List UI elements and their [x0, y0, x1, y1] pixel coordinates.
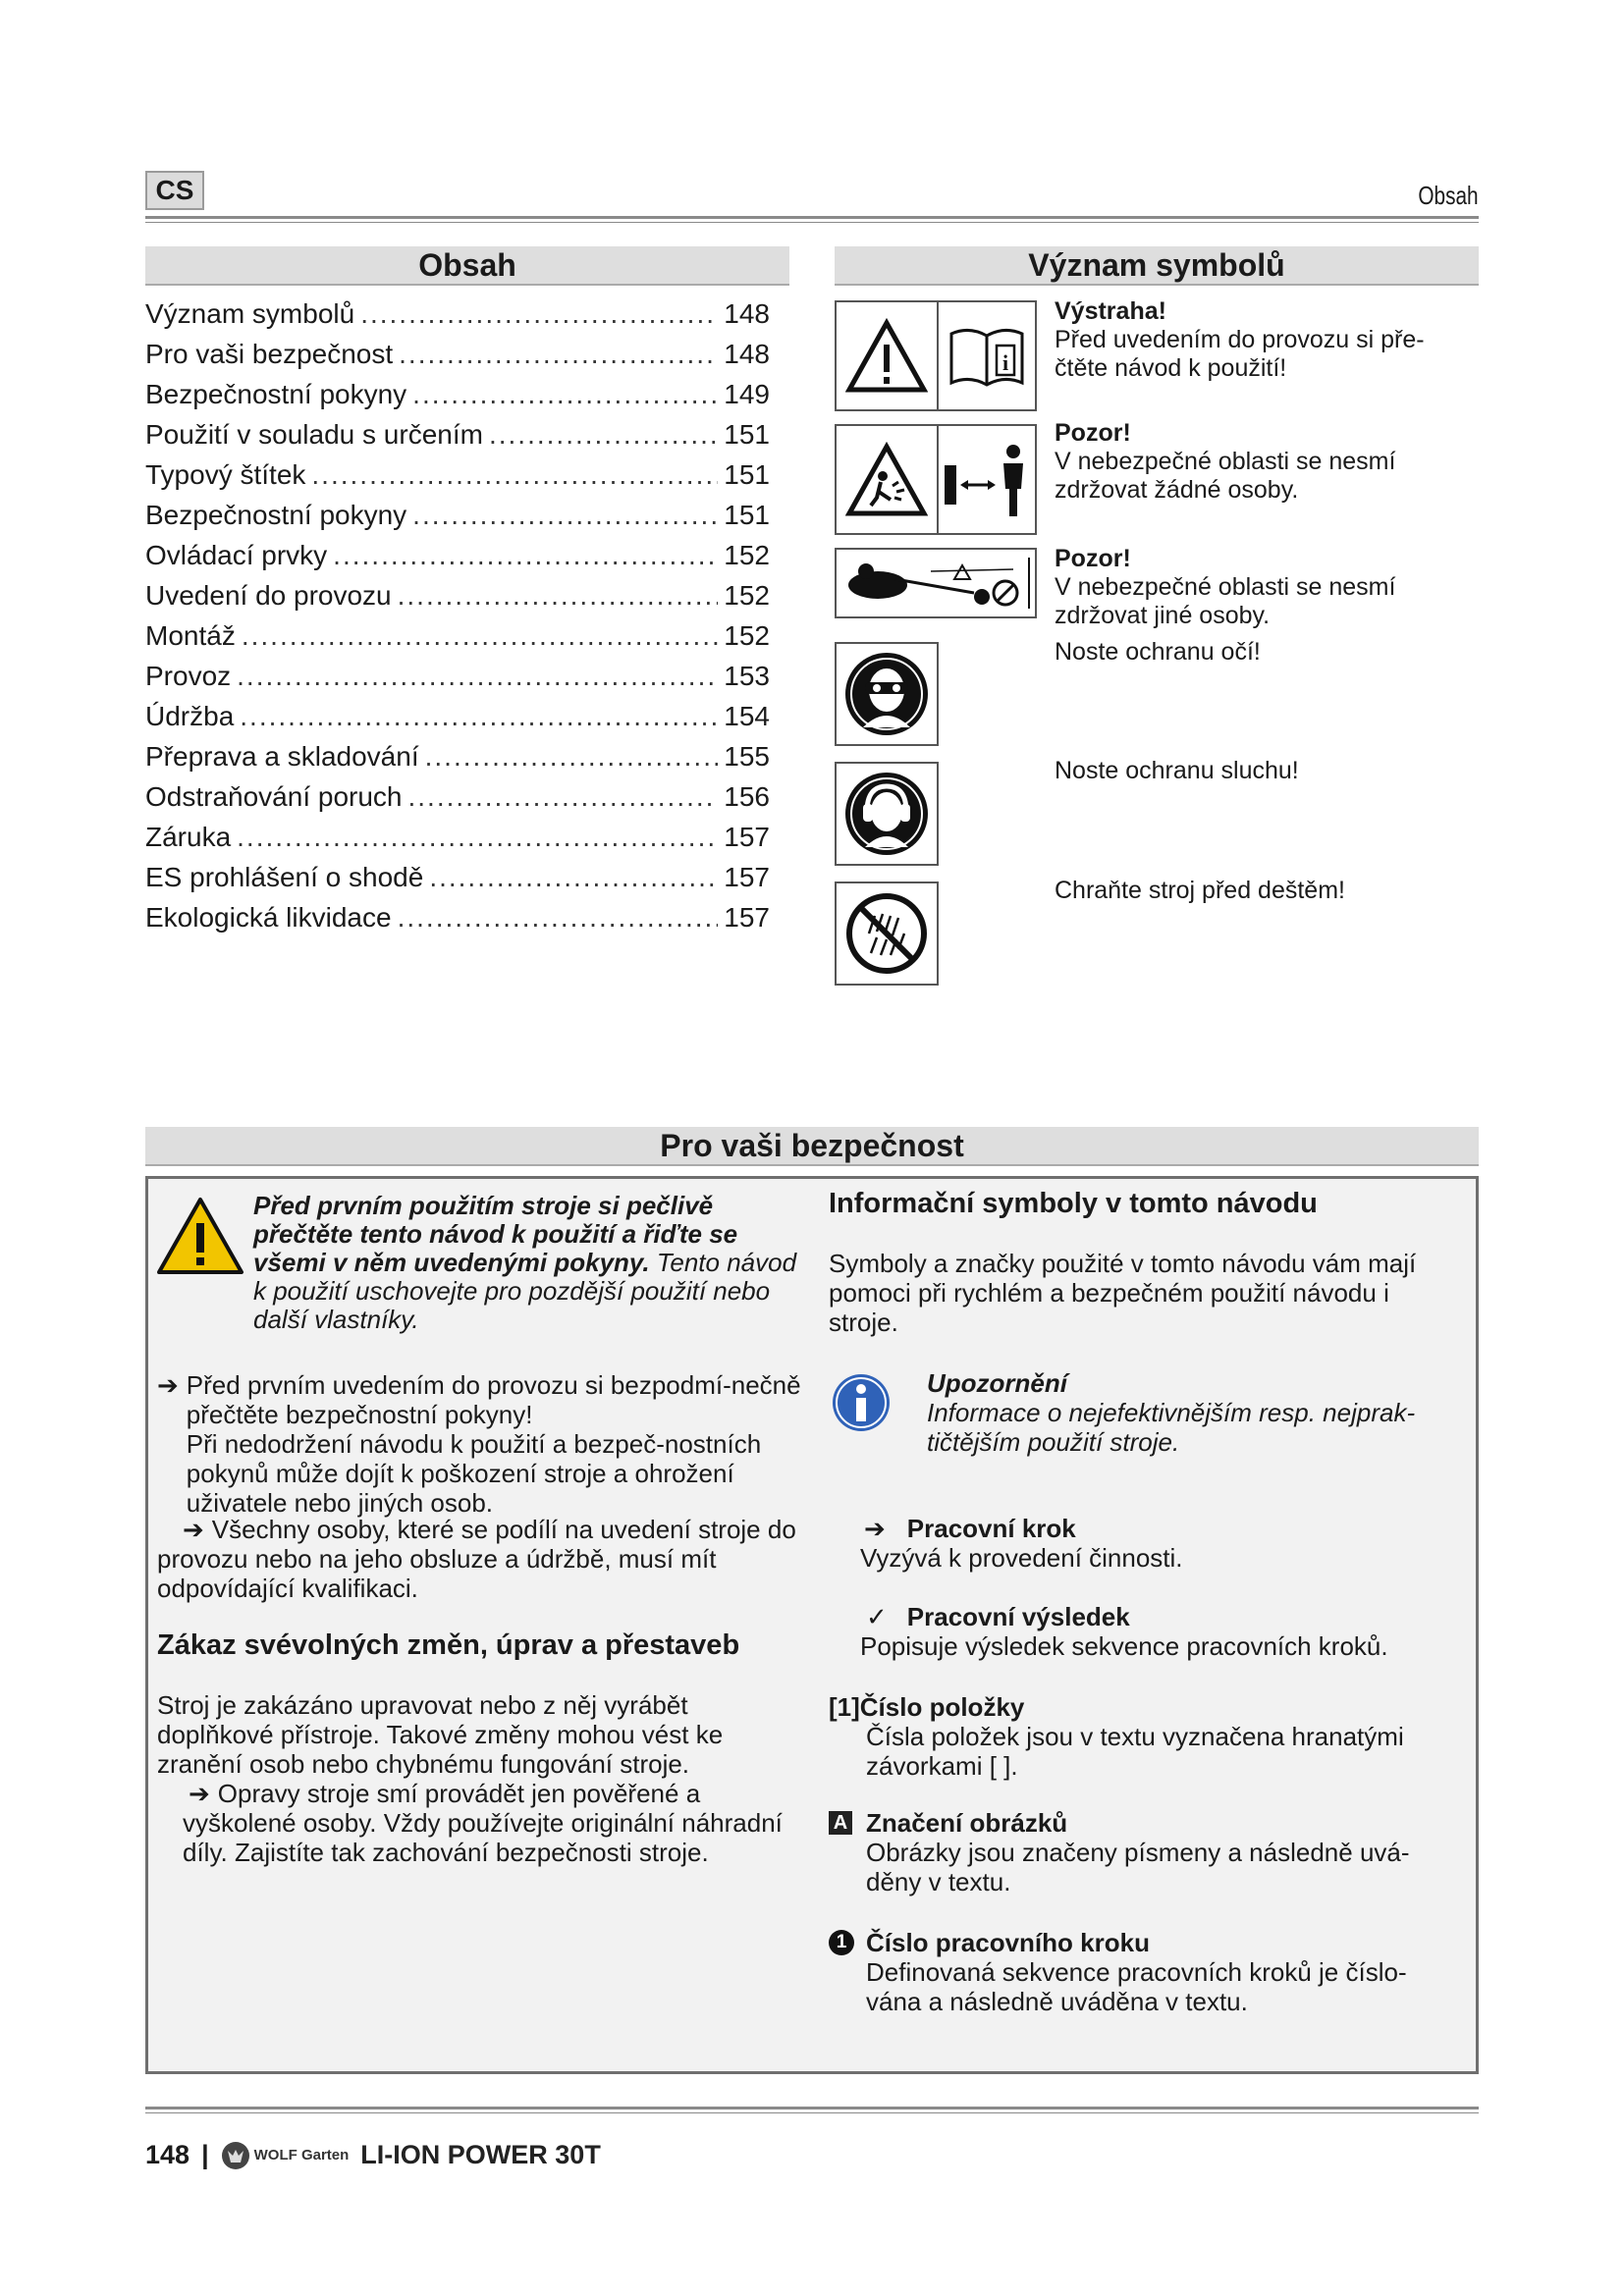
wolf-logo-icon: [221, 2141, 250, 2170]
symbol-danger-zone: [835, 424, 1037, 535]
toc-item-page: 157: [724, 822, 770, 852]
toc-item-label: Význam symbolů: [145, 298, 355, 329]
toc-item-label: Odstraňování poruch: [145, 781, 403, 812]
step-heading: Pracovní krok: [906, 1514, 1076, 1543]
safety-intro: [253, 1192, 803, 1334]
toc-leader-dots: [425, 741, 719, 773]
header-rule: [145, 216, 1479, 219]
toc-item-page: 149: [724, 379, 770, 409]
toc-item[interactable]: [145, 419, 770, 459]
info-text: Symboly a značky použité v tomto návodu vám mají pomoci při rychlém a bezpečném použití návodu i stroje.: [829, 1249, 1417, 1337]
page-number: 148: [145, 2140, 190, 2169]
brand-name: WOLF Garten: [253, 2147, 350, 2163]
manual-book-icon: [946, 322, 1028, 391]
stepnum-heading: Číslo pracovního kroku: [866, 1928, 1150, 1957]
toc-title: Obsah: [145, 246, 789, 286]
product-name: LI-ION POWER 30T: [360, 2140, 601, 2169]
safety-bullet-1a: Před prvním uvedením do provozu si bezpodmí-nečně přečtěte bezpečnostní pokyny!: [186, 1370, 801, 1429]
symbol-eye-protection: [835, 642, 939, 746]
symbols-title: Význam symbolů: [835, 246, 1479, 286]
toc-item[interactable]: [145, 500, 770, 540]
toc-leader-dots: [311, 459, 718, 491]
toc-item-page: 151: [724, 500, 770, 530]
toc-item[interactable]: [145, 298, 770, 339]
toc-item-label: ES prohlášení o shodě: [145, 862, 424, 892]
footer-rule: [145, 2107, 1479, 2109]
symbol-5-text: [1055, 757, 1467, 785]
symbol-2-text: [1055, 419, 1467, 505]
toc-item-page: 156: [724, 781, 770, 812]
figure-text: Obrázky jsou značeny písmeny a následně uvá-děny v textu.: [866, 1838, 1410, 1896]
toc-leader-dots: [398, 580, 719, 612]
symbol-trimmer-distance: [835, 548, 1037, 618]
keep-distance-icon: [939, 436, 1035, 524]
toc-item-page: 152: [724, 620, 770, 651]
toc-item-label: Záruka: [145, 822, 232, 852]
item-number-block: [829, 1692, 1457, 1781]
language-badge: CS: [145, 171, 204, 210]
toc-item-label: Bezpečnostní pokyny: [145, 379, 407, 409]
toc-item-page: 151: [724, 419, 770, 450]
result-heading: Pracovní výsledek: [906, 1602, 1130, 1631]
arrow-icon: ➔: [157, 1370, 179, 1400]
item-marker: [1]: [829, 1692, 860, 1722]
toc-leader-dots: [237, 661, 718, 692]
step-number-marker: 1: [829, 1930, 854, 1955]
toc-item-page: 157: [724, 862, 770, 892]
toc-item[interactable]: [145, 741, 770, 781]
toc-item[interactable]: [145, 822, 770, 862]
symbol-3-text: [1055, 545, 1467, 630]
symbol-1-desc: Před uvedením do provozu si pře-čtěte návod k použití!: [1055, 326, 1425, 382]
toc-item-label: Přeprava a skladování: [145, 741, 419, 772]
toc-leader-dots: [489, 419, 718, 451]
toc-item-label: Údržba: [145, 701, 235, 731]
toc-item[interactable]: [145, 862, 770, 902]
ban-text: Stroj je zakázáno upravovat nebo z něj vyrábět doplňkové přístroje. Takové změny mohou vést ke zranění osob nebo chybnému fungování stroje.: [157, 1690, 724, 1779]
warning-triangle-icon: [155, 1196, 245, 1276]
toc-item-page: 153: [724, 661, 770, 691]
toc-leader-dots: [408, 781, 719, 813]
symbol-rain-protection: [835, 881, 939, 986]
header-title: Obsah: [1418, 181, 1479, 210]
trimmer-distance-icon: [837, 550, 1035, 616]
symbol-warning-manual: [835, 300, 1037, 411]
safety-intro-rest: Tento návod k použití uschovejte pro pozdější použití nebo další vlastníky.: [253, 1248, 797, 1334]
symbol-4-text: [1055, 638, 1467, 667]
symbol-5-desc: Noste ochranu sluchu!: [1055, 757, 1299, 784]
toc-item-label: Typový štítek: [145, 459, 306, 490]
step-block: [860, 1514, 1449, 1573]
figure-block: [829, 1808, 1457, 1896]
item-heading: Číslo položky: [859, 1692, 1025, 1722]
warning-triangle-icon: [845, 317, 928, 396]
header-rule-thin: [145, 222, 1479, 223]
checkmark-icon: ✓: [866, 1602, 888, 1631]
thrown-objects-warning-icon: [845, 441, 928, 519]
stepnum-text: Definovaná sekvence pracovních kroků je číslo-vána a následně uváděna v textu.: [866, 1957, 1407, 2016]
brand-logo: [221, 2141, 350, 2170]
safety-bullet-1: [157, 1370, 805, 1518]
figure-marker: A: [829, 1811, 852, 1835]
no-rain-icon: [841, 888, 932, 979]
ban-heading: Zákaz svévolných změn, úprav a přestaveb: [157, 1629, 740, 1661]
info-icon: [831, 1372, 892, 1433]
ban-bullet-text: Opravy stroje smí provádět jen pověřené a vyškolené osoby. Vždy používejte originální náhradní díly. Zajistíte tak zachování bezpečnosti stroje.: [183, 1779, 783, 1867]
arrow-icon: ➔: [864, 1514, 886, 1543]
table-of-contents: [145, 298, 770, 942]
toc-item-page: 154: [724, 701, 770, 731]
figure-heading: Značení obrázků: [866, 1808, 1068, 1838]
step-number-block: [829, 1928, 1457, 2016]
toc-item[interactable]: [145, 459, 770, 500]
arrow-icon: ➔: [189, 1779, 210, 1808]
item-text: Čísla položek jsou v textu vyznačena hranatými závorkami [ ].: [866, 1722, 1404, 1781]
arrow-icon: ➔: [183, 1515, 204, 1544]
toc-leader-dots: [242, 620, 718, 652]
safety-title: Pro vaši bezpečnost: [145, 1127, 1479, 1166]
toc-item[interactable]: [145, 339, 770, 379]
footer: [145, 2140, 601, 2170]
safety-intro-bold: Před prvním použitím stroje si pečlivě přečtěte tento návod k použití a řiďte se všemi v něm uvedenými pokyny.: [253, 1191, 738, 1277]
toc-item[interactable]: [145, 781, 770, 822]
toc-item-page: 148: [724, 339, 770, 369]
note-heading: Upozornění: [927, 1368, 1067, 1398]
symbol-hearing-protection: [835, 762, 939, 866]
toc-item-label: Použití v souladu s určením: [145, 419, 483, 450]
toc-leader-dots: [333, 540, 718, 571]
info-heading: Informační symboly v tomto návodu: [829, 1188, 1318, 1219]
toc-item[interactable]: [145, 661, 770, 701]
symbol-4-desc: Noste ochranu očí!: [1055, 638, 1261, 666]
toc-leader-dots: [399, 339, 718, 370]
footer-separator: |: [201, 2140, 209, 2169]
result-text: Popisuje výsledek sekvence pracovních kroků.: [860, 1631, 1388, 1661]
eye-protection-icon: [841, 649, 932, 739]
toc-item[interactable]: [145, 620, 770, 661]
safety-bullet-2-text: Všechny osoby, které se podílí na uvedení stroje do provozu nebo na jeho obsluze a údržbě, musí mít odpovídající kvalifikaci.: [157, 1515, 796, 1603]
toc-leader-dots: [240, 701, 718, 732]
symbol-3-desc: V nebezpečné oblasti se nesmí zdržovat jiné osoby.: [1055, 573, 1396, 629]
toc-item-label: Ovládací prvky: [145, 540, 328, 570]
symbol-6-text: [1055, 877, 1467, 905]
toc-item-page: 152: [724, 580, 770, 611]
symbol-6-desc: Chraňte stroj před deštěm!: [1055, 877, 1345, 904]
symbol-1-text: [1055, 297, 1467, 383]
symbol-1-heading: Výstraha!: [1055, 297, 1166, 325]
toc-item-label: Pro vaši bezpečnost: [145, 339, 394, 369]
hearing-protection-icon: [841, 769, 932, 859]
toc-item[interactable]: [145, 540, 770, 580]
toc-item-label: Provoz: [145, 661, 232, 691]
note-text: Informace o nejefektivnějším resp. nejprak-tičtějším použití stroje.: [927, 1398, 1416, 1457]
toc-item-label: Bezpečnostní pokyny: [145, 500, 407, 530]
toc-item-label: Uvedení do provozu: [145, 580, 392, 611]
symbol-2-heading: Pozor!: [1055, 419, 1131, 447]
safety-bullet-1b: Při nedodržení návodu k použití a bezpeč-nostních pokynů může dojít k poškození stroje a ohrožení uživatele nebo jiných osob.: [186, 1429, 762, 1518]
result-block: [860, 1602, 1469, 1661]
symbol-3-heading: Pozor!: [1055, 545, 1131, 572]
toc-leader-dots: [412, 500, 718, 531]
toc-item[interactable]: [145, 580, 770, 620]
toc-item-page: 157: [724, 902, 770, 933]
toc-item[interactable]: [145, 379, 770, 419]
ban-bullet: [183, 1779, 811, 1867]
toc-item-label: Montáž: [145, 620, 236, 651]
toc-leader-dots: [398, 902, 719, 934]
toc-item[interactable]: [145, 902, 770, 942]
toc-item[interactable]: [145, 701, 770, 741]
note-block: [927, 1368, 1457, 1457]
toc-item-page: 155: [724, 741, 770, 772]
toc-item-page: 152: [724, 540, 770, 570]
toc-leader-dots: [412, 379, 718, 410]
toc-leader-dots: [237, 822, 718, 853]
toc-leader-dots: [429, 862, 718, 893]
toc-leader-dots: [360, 298, 718, 330]
step-text: Vyzývá k provedení činnosti.: [860, 1543, 1183, 1573]
svg-text:i: i: [1001, 349, 1009, 375]
safety-bullet-2: [157, 1515, 835, 1603]
toc-item-page: 148: [724, 298, 770, 329]
toc-item-label: Ekologická likvidace: [145, 902, 392, 933]
toc-item-page: 151: [724, 459, 770, 490]
footer-rule-thin: [145, 2112, 1479, 2113]
symbol-2-desc: V nebezpečné oblasti se nesmí zdržovat žádné osoby.: [1055, 448, 1396, 504]
